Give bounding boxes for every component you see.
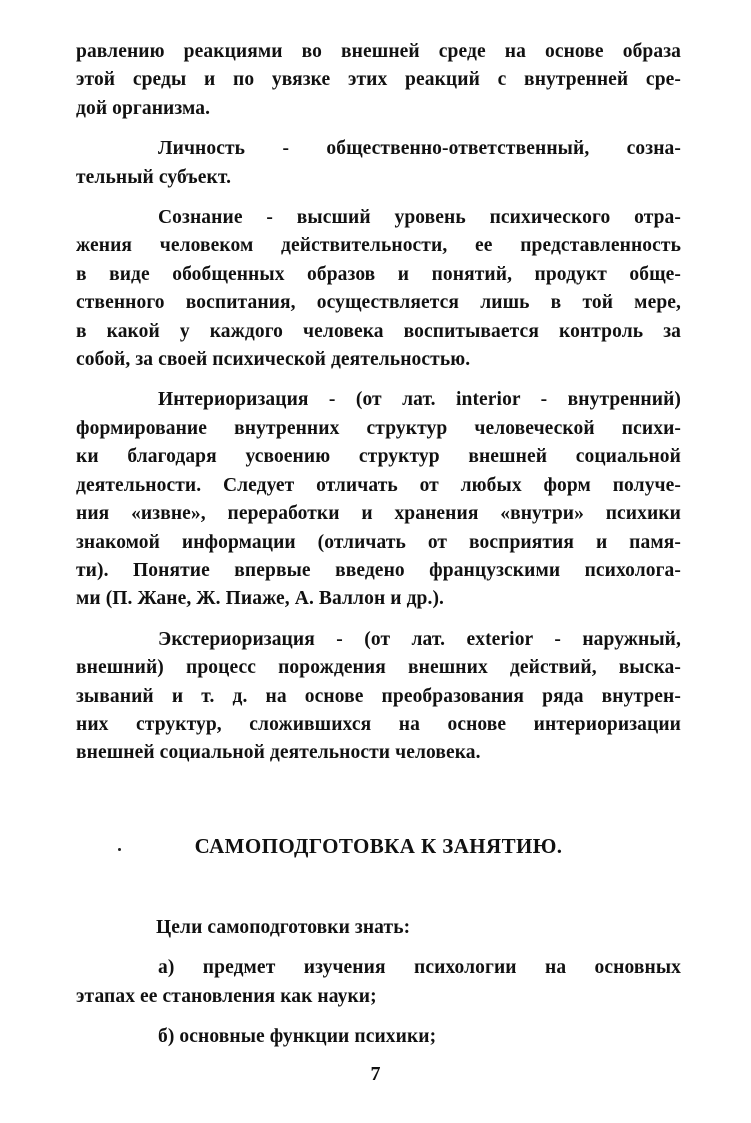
text-line: жения человеком действительности, ее представленность <box>76 235 681 257</box>
paragraph-gap <box>76 123 681 135</box>
text-line: ния «извне», переработки и хранения «внутри» психики <box>76 503 681 525</box>
text-line: Сознание - высший уровень психического отра- <box>158 207 681 229</box>
text-line: зываний и т. д. на основе преобразования ряда внутрен- <box>76 685 681 707</box>
text-line: ти). Понятие впервые введено французскими психолога- <box>76 559 681 581</box>
self-study-goals <box>76 914 681 1052</box>
text-line: в виде обобщенных образов и понятий, продукт обще- <box>76 263 681 285</box>
goal-item <box>76 1023 681 1051</box>
text-line: ки благодаря усвоению структур внешней социальной <box>76 446 681 468</box>
text-line: них структур, сложившихся на основе интериоризации <box>76 713 681 735</box>
text-line: в какой у каждого человека воспитывается контроль за <box>76 320 681 342</box>
text-line: ственного воспитания, осуществляется лишь в той мере, <box>76 292 681 314</box>
section-title: САМОПОДГОТОВКА К ЗАНЯТИЮ. <box>194 834 563 858</box>
text-line: этапах ее становления как науки; <box>76 985 377 1007</box>
text-line: равлению реакциями во внешней среде на основе образа <box>76 41 681 62</box>
text-line: Интериоризация - (от лат. interior - внутренний) <box>158 389 681 411</box>
text-line: знакомой информации (отличать от восприятия и памя- <box>76 531 681 553</box>
document-page <box>76 38 681 1048</box>
paragraph <box>76 38 681 123</box>
text-line: внешней социальной деятельности человека. <box>76 742 481 764</box>
goal-item <box>76 954 681 1011</box>
paragraph-gap <box>76 374 681 386</box>
text-line: тельный субъект. <box>76 166 232 188</box>
paragraph <box>76 204 681 374</box>
text-line: этой среды и по увязке этих реакций с внутренней сре- <box>76 69 681 91</box>
page-number: 7 <box>370 1063 381 1085</box>
goals-lead-bold: Цели самоподготовки <box>156 917 350 938</box>
goals-lead <box>76 914 681 942</box>
stray-dot <box>118 848 121 851</box>
paragraph <box>76 386 681 613</box>
body-text <box>76 38 681 768</box>
text-line: собой, за своей психической деятельностью. <box>76 349 471 371</box>
goals-lead-rest: знать: <box>349 917 411 938</box>
text-line: ми (П. Жане, Ж. Пиаже, А. Валлон и др.). <box>76 588 445 610</box>
text-line: формирование внутренних структур человеческой психи- <box>76 417 681 439</box>
text-line: б) основные функции психики; <box>158 1026 437 1048</box>
paragraph <box>76 135 681 192</box>
paragraph <box>76 626 681 768</box>
paragraph-gap <box>76 192 681 204</box>
text-line: Личность - общественно-ответственный, созна- <box>158 138 681 160</box>
text-line: а) предмет изучения психологии на основных <box>158 957 681 979</box>
text-line: Экстериоризация - (от лат. exterior - наружный, <box>158 628 681 650</box>
text-line: внешний) процесс порождения внешних действий, выска- <box>76 657 681 679</box>
goal-items <box>76 954 681 1051</box>
text-line: деятельности. Следует отличать от любых форм получе- <box>76 474 681 496</box>
paragraph-gap <box>76 614 681 626</box>
text-line: дой организма. <box>76 97 211 119</box>
